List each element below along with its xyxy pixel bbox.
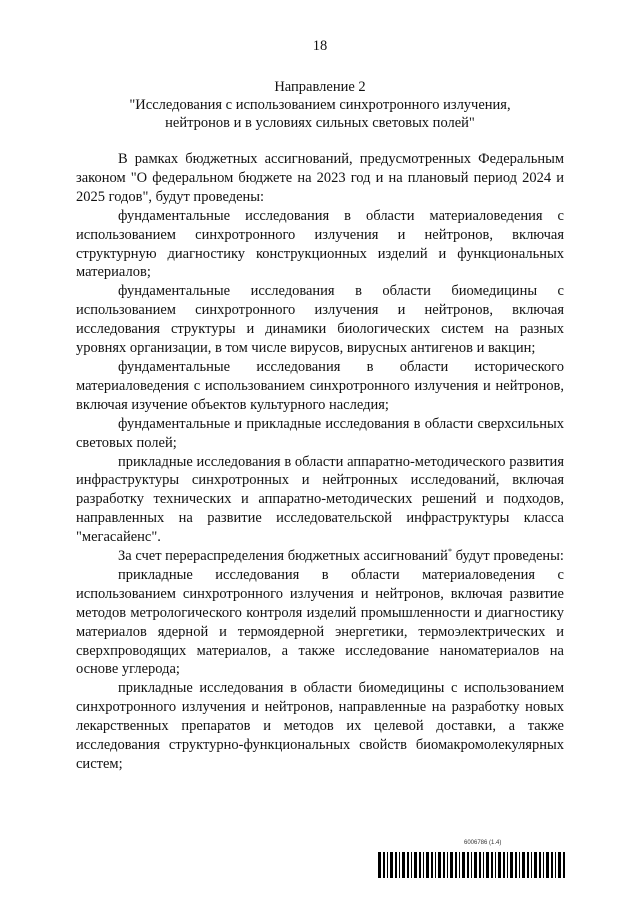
barcode-bar <box>491 852 493 878</box>
heading-line-3: нейтронов и в условиях сильных световых полей" <box>165 115 475 131</box>
barcode-bar <box>462 852 465 878</box>
paragraph-item: фундаментальные исследования в области исторического материаловедения с использованием синхротронного излучения и нейтронов, включая изучение объектов культурного наследия; <box>76 358 564 413</box>
barcode-bar <box>471 852 472 878</box>
paragraph-reallocation <box>76 547 564 566</box>
barcode-bar <box>387 852 388 878</box>
barcode-bar <box>438 852 441 878</box>
barcode-bar <box>431 852 433 878</box>
reallocation-tail: будут проведены: <box>451 548 564 565</box>
barcode-bar <box>539 852 541 878</box>
barcode-bar <box>423 852 424 878</box>
barcode <box>378 852 566 878</box>
barcode-bar <box>383 852 385 878</box>
barcode-bar <box>495 852 496 878</box>
paragraph-item: фундаментальные исследования в области материаловедения с использованием синхротронного излучения и нейтронов, включая структурную диагностику конструкционных изделий и функциональных материалов; <box>76 207 564 281</box>
barcode-bar <box>522 852 525 878</box>
barcode-bar <box>474 852 477 878</box>
heading-line-1: Направление 2 <box>274 79 366 95</box>
barcode-bar <box>419 852 421 878</box>
barcode-bar <box>543 852 544 878</box>
barcode-bar <box>447 852 448 878</box>
paragraph-item: прикладные исследования в области биомедицины с использованием синхротронного излучения и нейтронов, направленные на разработку новых лекарственных препаратов и методов их целевой доставки, а также исследования структурно-функциональных свойств биомакромолекулярных систем; <box>76 680 564 772</box>
section-heading <box>60 78 580 132</box>
barcode-bar <box>507 852 508 878</box>
barcode-bar <box>414 852 417 878</box>
barcode-bar <box>399 852 400 878</box>
barcode-bar <box>558 852 561 878</box>
barcode-bar <box>551 852 553 878</box>
barcode-bar <box>426 852 429 878</box>
barcode-bar <box>407 852 409 878</box>
paragraph-item: фундаментальные исследования в области биомедицины с использованием синхротронного излучения и нейтронов, включая исследования структуры и динамики биологических систем на разных уровнях организации, в том числе вирусов, вирусных антигенов и вакцин; <box>76 283 564 357</box>
barcode-bar <box>563 852 565 878</box>
barcode-bar <box>435 852 436 878</box>
paragraph-intro: В рамках бюджетных ассигнований, предусмотренных Федеральным законом "О федеральном бюджете на 2023 год и на плановый период 2024 и 2025 годов", будут проведены: <box>76 151 564 205</box>
document-code: 6006786 (1.4) <box>464 840 502 846</box>
barcode-bar <box>402 852 405 878</box>
barcode-bar <box>486 852 489 878</box>
document-body <box>76 150 564 774</box>
barcode-bar <box>467 852 469 878</box>
barcode-bar <box>455 852 457 878</box>
reallocation-text: За счет перераспределения бюджетных ассигнований <box>118 548 448 565</box>
page-number: 18 <box>312 38 328 54</box>
barcode-bar <box>479 852 481 878</box>
barcode-bar <box>411 852 412 878</box>
barcode-bar <box>515 852 517 878</box>
barcode-bar <box>534 852 537 878</box>
barcode-bar <box>510 852 513 878</box>
paragraph-item: прикладные исследования в области материаловедения с использованием синхротронного излучения и нейтронов, включая развитие методов метрологического контроля изделий промышленности и диагностику материалов ядерной и термоядерной энергетики, термоэлектрических и сверхпроводящих материалов, а также исследование наноматериалов на основе углерода; <box>76 566 564 678</box>
footnote-mark: * <box>447 547 452 557</box>
barcode-bar <box>546 852 549 878</box>
heading-line-2: "Исследования с использованием синхротронного излучения, <box>129 97 511 113</box>
barcode-bar <box>519 852 520 878</box>
barcode-bar <box>498 852 501 878</box>
barcode-bar <box>390 852 393 878</box>
barcode-bar <box>483 852 484 878</box>
barcode-bar <box>450 852 453 878</box>
barcode-bar <box>443 852 445 878</box>
paragraph-item: прикладные исследования в области аппаратно-методического развития инфраструктуры синхротронных и нейтронных исследований, включая разработку технических и аппаратно-методических решений и подходов, направленных на развитие исследовательской инфраструктуры класса "мегасайенс". <box>76 453 564 546</box>
barcode-bar <box>555 852 556 878</box>
paragraph-item: фундаментальные и прикладные исследования в области сверхсильных световых полей; <box>76 415 564 451</box>
barcode-bar <box>527 852 529 878</box>
barcode-bar <box>378 852 381 878</box>
barcode-bar <box>531 852 532 878</box>
barcode-bar <box>395 852 397 878</box>
barcode-bar <box>503 852 505 878</box>
barcode-bar <box>459 852 460 878</box>
